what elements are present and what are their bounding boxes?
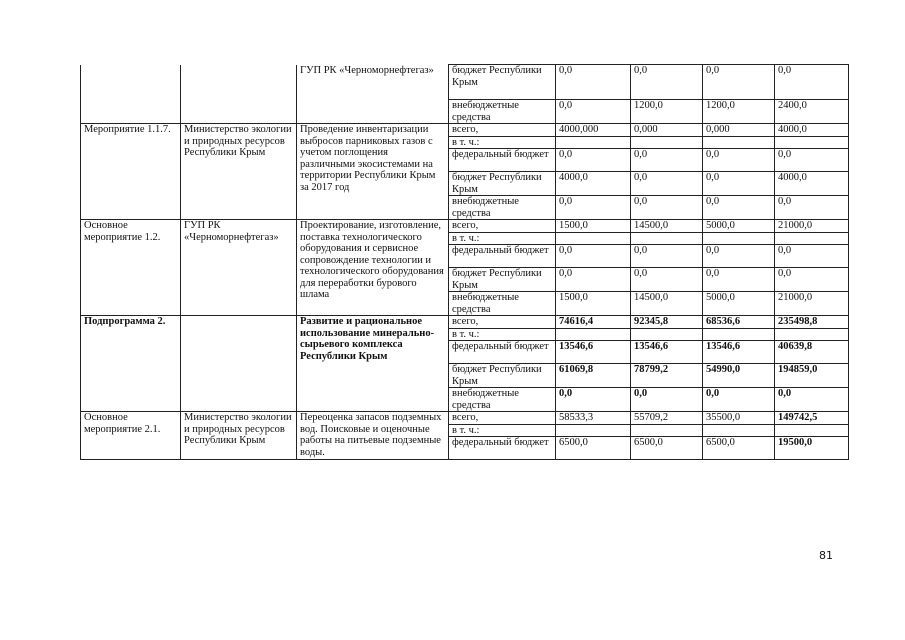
value-cell: 4000,0	[775, 172, 849, 196]
funding-source-cell: федеральный бюджет	[449, 437, 556, 460]
funding-source-cell: бюджет Республики Крым	[449, 268, 556, 292]
value-cell	[775, 328, 849, 341]
executor-cell: ГУП РК «Черноморнефтегаз»	[181, 220, 297, 316]
value-cell	[556, 136, 631, 149]
value-cell: 0,0	[556, 388, 631, 412]
table-row	[81, 220, 849, 233]
value-cell: 0,0	[703, 388, 775, 412]
funding-source-cell: всего,	[449, 316, 556, 329]
description-cell: Развитие и рациональное использование минерально-сырьевого комплекса Республики Крым	[297, 316, 449, 412]
funding-source-cell: внебюджетные средства	[449, 100, 556, 124]
funding-source-cell: бюджет Республики Крым	[449, 364, 556, 388]
funding-source-cell: всего,	[449, 124, 556, 137]
funding-source-cell: всего,	[449, 412, 556, 425]
value-cell	[631, 136, 703, 149]
value-cell	[631, 424, 703, 437]
funding-source-cell: внебюджетные средства	[449, 196, 556, 220]
value-cell: 0,0	[631, 245, 703, 268]
value-cell: 0,0	[556, 149, 631, 172]
value-cell: 74616,4	[556, 316, 631, 329]
funding-source-cell: бюджет Республики Крым	[449, 172, 556, 196]
value-cell: 0,0	[775, 65, 849, 100]
value-cell	[703, 424, 775, 437]
value-cell: 68536,6	[703, 316, 775, 329]
value-cell: 0,0	[631, 172, 703, 196]
value-cell: 4000,000	[556, 124, 631, 137]
value-cell: 5000,0	[703, 220, 775, 233]
table-row	[81, 316, 849, 329]
activity-cell	[81, 65, 181, 124]
executor-cell	[181, 65, 297, 124]
value-cell: 21000,0	[775, 220, 849, 233]
value-cell: 0,0	[631, 196, 703, 220]
value-cell: 149742,5	[775, 412, 849, 425]
funding-source-cell: федеральный бюджет	[449, 341, 556, 364]
value-cell: 1200,0	[631, 100, 703, 124]
description-cell: Проведение инвентаризации выбросов парниковых газов с учетом поглощения различными экосистемами на территории Республики Крым за 2017 год	[297, 124, 449, 220]
value-cell: 13546,6	[703, 341, 775, 364]
value-cell: 0,0	[775, 196, 849, 220]
value-cell: 235498,8	[775, 316, 849, 329]
table-row	[81, 412, 849, 425]
value-cell: 1500,0	[556, 220, 631, 233]
value-cell: 13546,6	[556, 341, 631, 364]
value-cell: 4000,0	[556, 172, 631, 196]
value-cell: 92345,8	[631, 316, 703, 329]
value-cell: 0,0	[703, 149, 775, 172]
value-cell	[556, 424, 631, 437]
value-cell: 6500,0	[703, 437, 775, 460]
executor-cell	[181, 316, 297, 412]
value-cell	[631, 232, 703, 245]
value-cell: 0,0	[775, 388, 849, 412]
value-cell	[556, 232, 631, 245]
value-cell: 0,0	[556, 268, 631, 292]
value-cell: 14500,0	[631, 220, 703, 233]
value-cell	[631, 328, 703, 341]
value-cell: 0,0	[703, 268, 775, 292]
value-cell: 0,0	[775, 268, 849, 292]
funding-source-cell: федеральный бюджет	[449, 245, 556, 268]
funding-source-cell: внебюджетные средства	[449, 292, 556, 316]
value-cell: 1500,0	[556, 292, 631, 316]
value-cell: 6500,0	[631, 437, 703, 460]
value-cell: 35500,0	[703, 412, 775, 425]
value-cell: 78799,2	[631, 364, 703, 388]
activity-cell: Основное мероприятие 1.2.	[81, 220, 181, 316]
value-cell: 0,0	[775, 245, 849, 268]
activity-cell: Мероприятие 1.1.7.	[81, 124, 181, 220]
value-cell: 55709,2	[631, 412, 703, 425]
value-cell	[775, 424, 849, 437]
value-cell: 61069,8	[556, 364, 631, 388]
funding-source-cell: в т. ч.:	[449, 232, 556, 245]
value-cell	[703, 328, 775, 341]
activity-cell: Подпрограмма 2.	[81, 316, 181, 412]
value-cell	[775, 232, 849, 245]
value-cell: 14500,0	[631, 292, 703, 316]
funding-source-cell: федеральный бюджет	[449, 149, 556, 172]
value-cell: 5000,0	[703, 292, 775, 316]
value-cell: 0,0	[703, 172, 775, 196]
funding-source-cell: внебюджетные средства	[449, 388, 556, 412]
value-cell: 0,0	[775, 149, 849, 172]
value-cell	[556, 328, 631, 341]
value-cell: 6500,0	[556, 437, 631, 460]
value-cell: 0,0	[631, 149, 703, 172]
executor-cell: Министерство экологии и природных ресурсов Республики Крым	[181, 412, 297, 460]
funding-source-cell: в т. ч.:	[449, 424, 556, 437]
value-cell: 0,0	[556, 245, 631, 268]
value-cell: 0,0	[703, 65, 775, 100]
value-cell: 0,000	[703, 124, 775, 137]
value-cell: 0,0	[556, 100, 631, 124]
value-cell: 0,0	[631, 388, 703, 412]
description-cell: Проектирование, изготовление, поставка технологического оборудования и сервисное сопровождение технологии и технологического оборудования для переработки бурового шлама	[297, 220, 449, 316]
value-cell: 54990,0	[703, 364, 775, 388]
value-cell: 58533,3	[556, 412, 631, 425]
value-cell: 13546,6	[631, 341, 703, 364]
funding-source-cell: в т. ч.:	[449, 328, 556, 341]
table-row	[81, 65, 849, 100]
funding-source-cell: в т. ч.:	[449, 136, 556, 149]
value-cell: 2400,0	[775, 100, 849, 124]
value-cell: 0,0	[556, 65, 631, 100]
value-cell: 40639,8	[775, 341, 849, 364]
table-row	[81, 124, 849, 137]
funding-source-cell: бюджет Республики Крым	[449, 65, 556, 100]
executor-cell: Министерство экологии и природных ресурсов Республики Крым	[181, 124, 297, 220]
description-cell: ГУП РК «Черноморнефтегаз»	[297, 65, 449, 124]
description-cell: Переоценка запасов подземных вод. Поисковые и оценочные работы на питьевые подземные воды.	[297, 412, 449, 460]
value-cell: 194859,0	[775, 364, 849, 388]
value-cell: 0,0	[703, 245, 775, 268]
value-cell: 0,000	[631, 124, 703, 137]
value-cell: 21000,0	[775, 292, 849, 316]
value-cell: 4000,0	[775, 124, 849, 137]
value-cell: 19500,0	[775, 437, 849, 460]
value-cell	[703, 232, 775, 245]
activity-cell: Основное мероприятие 2.1.	[81, 412, 181, 460]
page-number: 81	[819, 549, 833, 562]
value-cell: 0,0	[631, 268, 703, 292]
funding-table	[80, 64, 849, 460]
value-cell: 0,0	[703, 196, 775, 220]
value-cell	[775, 136, 849, 149]
value-cell: 0,0	[556, 196, 631, 220]
funding-source-cell: всего,	[449, 220, 556, 233]
value-cell	[703, 136, 775, 149]
value-cell: 0,0	[631, 65, 703, 100]
value-cell: 1200,0	[703, 100, 775, 124]
